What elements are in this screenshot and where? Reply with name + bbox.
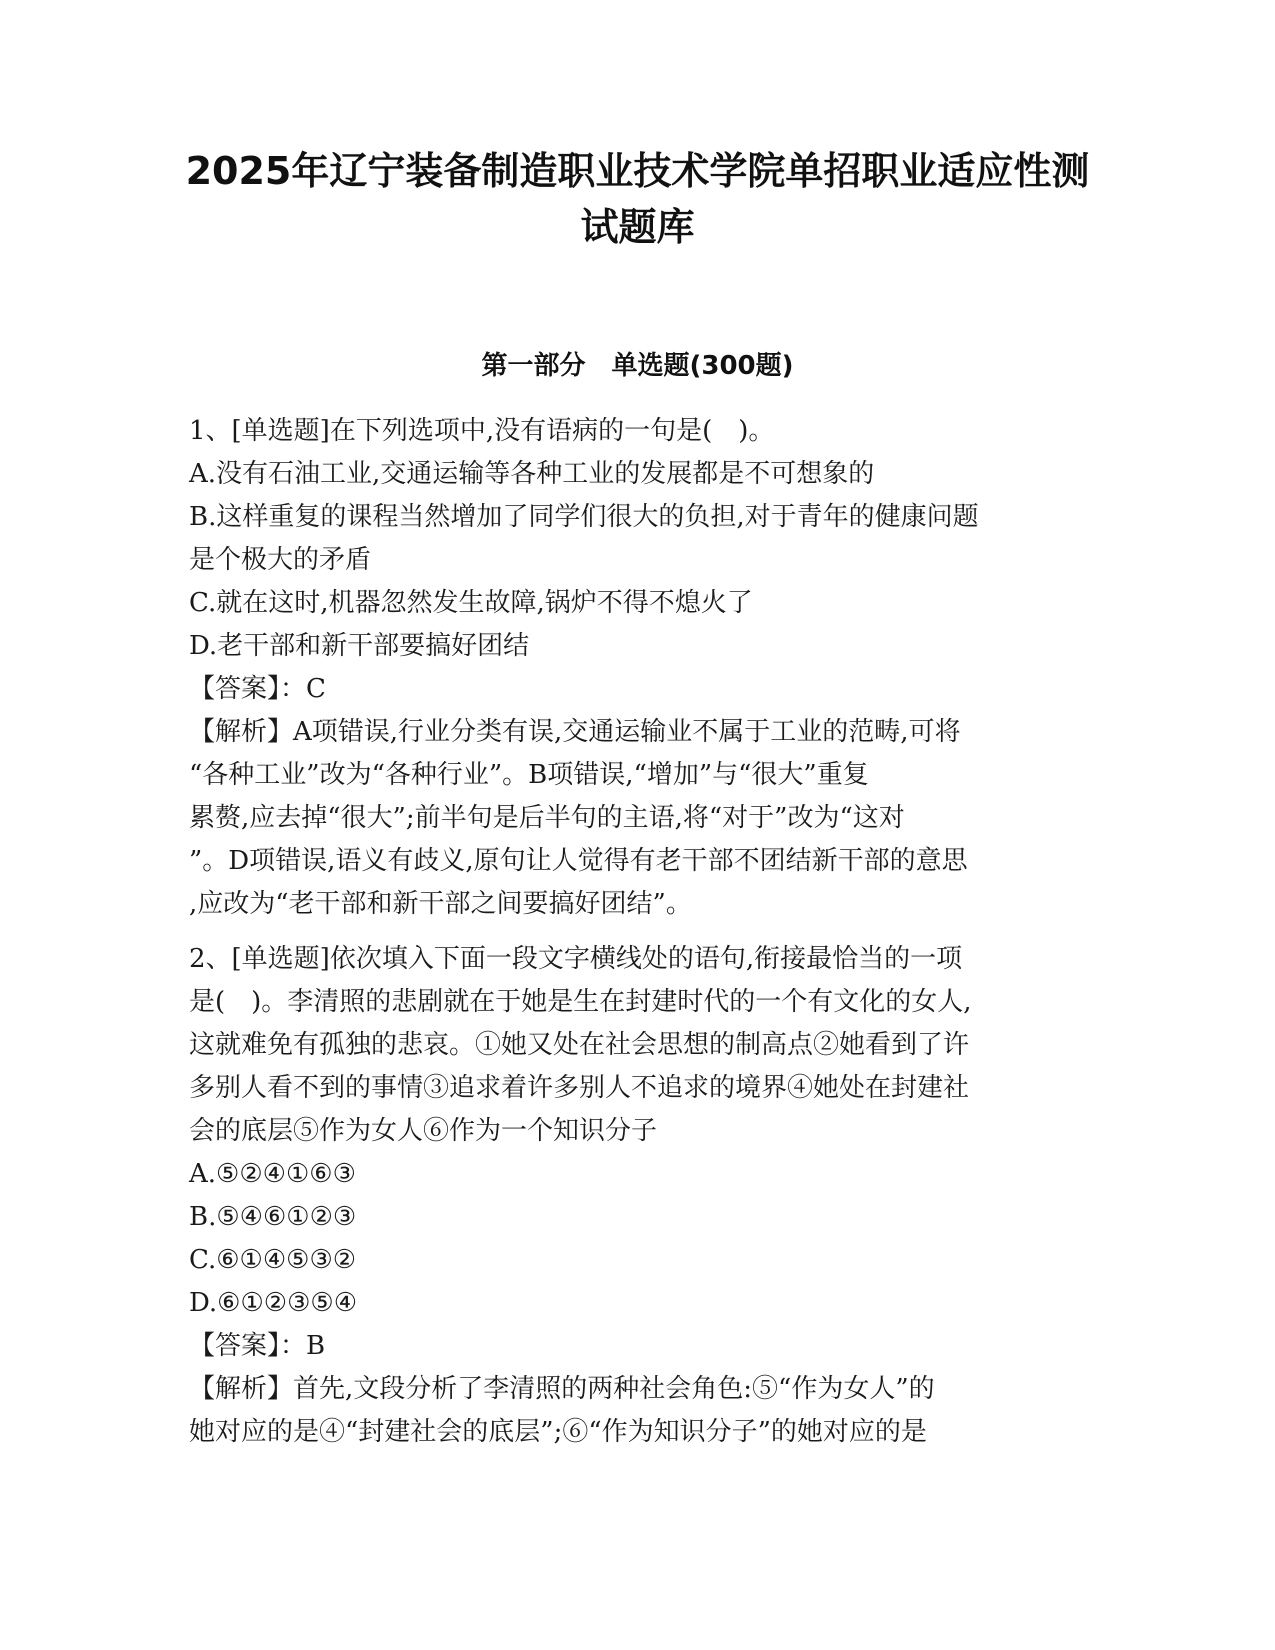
answer-line: 【答案】：B xyxy=(189,1331,326,1361)
analysis-line: ,应改为“老干部和新干部之间要搞好团结”。 xyxy=(189,889,692,919)
analysis-line: 【解析】首先,文段分析了李清照的两种社会角色:⑤“作为女人”的 xyxy=(189,1374,935,1404)
document-title-line-1: 2025年辽宁装备制造职业技术学院单招职业适应性测 xyxy=(185,149,1090,193)
question-stem-line: 多别人看不到的事情③追求着许多别人不追求的境界④她处在封建社 xyxy=(189,1073,970,1103)
option-line: D.⑥①②③⑤④ xyxy=(189,1288,358,1318)
section-heading: 第一部分 单选题(300题) xyxy=(481,351,794,381)
question-stem-line: 1、[单选题]在下列选项中,没有语病的一句是( )。 xyxy=(189,416,775,446)
option-line: B.⑤④⑥①②③ xyxy=(189,1202,357,1232)
option-line: B.这样重复的课程当然增加了同学们很大的负担,对于青年的健康问题 xyxy=(189,502,979,532)
option-line: 是个极大的矛盾 xyxy=(189,545,372,575)
question-stem-line: 这就难免有孤独的悲哀。①她又处在社会思想的制高点②她看到了许 xyxy=(189,1030,970,1060)
option-line: A.⑤②④①⑥③ xyxy=(189,1159,356,1189)
question-1 xyxy=(189,410,1089,926)
answer-line: 【答案】：C xyxy=(189,674,326,704)
analysis-line: 她对应的是④“封建社会的底层”;⑥“作为知识分子”的她对应的是 xyxy=(189,1417,927,1447)
analysis-line: 【解析】A项错误,行业分类有误,交通运输业不属于工业的范畴,可将 xyxy=(189,717,961,747)
option-line: A.没有石油工业,交通运输等各种工业的发展都是不可想象的 xyxy=(189,459,875,489)
document-title-line-2: 试题库 xyxy=(580,205,695,249)
question-stem-line: 会的底层⑤作为女人⑥作为一个知识分子 xyxy=(189,1116,658,1146)
question-list xyxy=(189,410,1089,1454)
analysis-line: ”。D项错误,语义有歧义,原句让人觉得有老干部不团结新干部的意思 xyxy=(189,846,968,876)
question-stem-line: 是( )。李清照的悲剧就在于她是生在封建时代的一个有文化的女人, xyxy=(189,987,972,1017)
option-line: C.⑥①④⑤③② xyxy=(189,1245,357,1275)
question-stem-line: 2、[单选题]依次填入下面一段文字横线处的语句,衔接最恰当的一项 xyxy=(189,944,963,974)
document-title xyxy=(150,143,1125,255)
question-2 xyxy=(189,938,1089,1454)
option-line: C.就在这时,机器忽然发生故障,锅炉不得不熄火了 xyxy=(189,588,753,618)
option-line: D.老干部和新干部要搞好团结 xyxy=(189,631,530,661)
analysis-line: 累赘,应去掉“很大”;前半句是后半句的主语,将“对于”改为“这对 xyxy=(189,803,905,833)
analysis-line: “各种工业”改为“各种行业”。B项错误,“增加”与“很大”重复 xyxy=(189,760,869,790)
